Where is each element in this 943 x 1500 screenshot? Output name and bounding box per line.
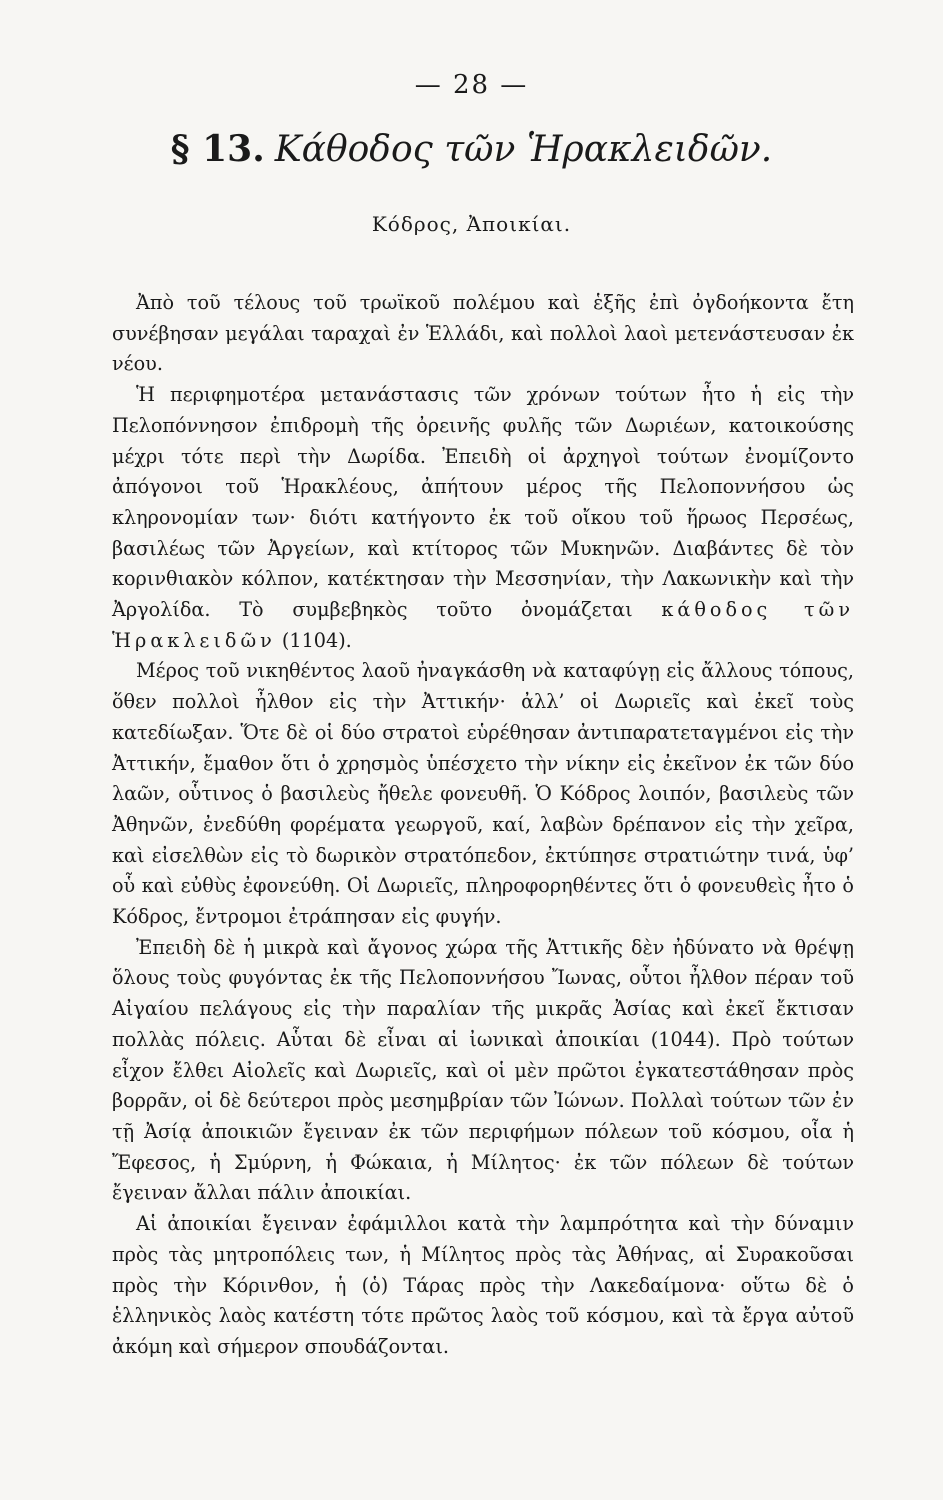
paragraph-2 bbox=[112, 380, 854, 656]
paragraph-2-text: Ἡ περιφημοτέρα μετανάστασις τῶν χρόνων τούτων ἦτο ἡ εἰς τὴν Πελοπόννησον ἐπιδρομὴ τῆς ὀρεινῆς φυλῆς τῶν Δωριέων, κατοικούσης μέχρι τότε περὶ τὴν Δωρίδα. Ἐπειδὴ οἱ ἀρχηγοὶ τούτων ἐνομίζοντο ἀπόγονοι τοῦ Ἡρακλέους, ἀπήτουν μέρος τῆς Πελοποννήσου ὡς κληρονομίαν των· διότι κατήγοντο ἐκ τοῦ οἴκου τοῦ ἥρωος Περσέως, βασιλέως τῶν Ἀργείων, καὶ κτίτορος τῶν Μυκηνῶν. Διαβάντες δὲ τὸν κορινθιακὸν κόλπον, κατέκτησαν τὴν Μεσσηνίαν, τὴν Λακωνικὴν καὶ τὴν Ἀργολίδα. Τὸ συμβεβηκὸς τοῦτο ὀνομάζεται bbox=[112, 383, 854, 622]
paragraph-3: Μέρος τοῦ νικηθέντος λαοῦ ἠναγκάσθη νὰ καταφύγῃ εἰς ἄλλους τόπους, ὅθεν πολλοὶ ἦλθον εἰς τὴν Ἀττικήν· ἀλλ’ οἱ Δωριεῖς καὶ ἐκεῖ τοὺς κατεδίωξαν. Ὅτε δὲ οἱ δύο στρατοὶ εὑρέθησαν ἀντιπαρατεταγμένοι εἰς τὴν Ἀττικήν, ἔμαθον ὅτι ὁ χρησμὸς ὑπέσχετο τὴν νίκην εἰς ἐκεῖνον ἐκ τῶν δύο λαῶν, οὗτινος ὁ βασιλεὺς ἤθελε φονευθῆ. Ὁ Κόδρος λοιπόν, βασιλεὺς τῶν Ἀθηνῶν, ἐνεδύθη φορέματα γεωργοῦ, καί, λαβὼν δρέπανον εἰς τὴν χεῖρα, καὶ εἰσελθὼν εἰς τὸ δωρικὸν στρατόπεδον, ἐκτύπησε στρατιώτην τινά, ὑφ’ οὗ καὶ εὐθὺς ἐφονεύθη. Οἱ Δωριεῖς, πληροφορηθέντες ὅτι ὁ φονευθεὶς ἦτο ὁ Κόδρος, ἔντρομοι ἐτράπησαν εἰς φυγήν. bbox=[112, 659, 854, 929]
paragraph-4: Ἐπειδὴ δὲ ἡ μικρὰ καὶ ἄγονος χώρα τῆς Ἀττικῆς δὲν ἠδύνατο νὰ θρέψῃ ὅλους τοὺς φυγόντας ἐκ τῆς Πελοποννήσου Ἴωνας, οὗτοι ἦλθον πέραν τοῦ Αἰγαίου πελάγους εἰς τὴν παραλίαν τῆς μικρᾶς Ἀσίας καὶ ἐκεῖ ἔκτισαν πολλὰς πόλεις. Αὗται δὲ εἶναι αἱ ἰωνικαὶ ἀποικίαι (1044). Πρὸ τούτων εἶχον ἔλθει Αἰολεῖς καὶ Δωριεῖς, καὶ οἱ μὲν πρῶτοι ἐγκατεστάθησαν πρὸς βορρᾶν, οἱ δὲ δεύτεροι πρὸς μεσημβρίαν τῶν Ἰώνων. Πολλαὶ τούτων τῶν ἐν τῇ Ἀσίᾳ ἀποικιῶν ἔγειναν ἐκ τῶν περιφήμων πόλεων τοῦ κόσμου, οἷα ἡ Ἔφεσος, ἡ Σμύρνη, ἡ Φώκαια, ἡ Μίλητος· ἐκ τῶν πόλεων δὲ τούτων ἔγειναν ἄλλαι πάλιν ἀποικίαι. bbox=[112, 935, 854, 1205]
paragraph-5: Αἱ ἀποικίαι ἔγειναν ἐφάμιλλοι κατὰ τὴν λαμπρότητα καὶ τὴν δύναμιν πρὸς τὰς μητροπόλεις των, ἡ Μίλητος πρὸς τὰς Ἀθήνας, αἱ Συρακοῦσαι πρὸς τὴν Κόρινθον, ἡ (ὁ) Τάρας πρὸς τὴν Λακεδαίμονα· οὕτω δὲ ὁ ἑλληνικὸς λαὸς κατέστη τότε πρῶτος λαὸς τοῦ κόσμου, καὶ τὰ ἔργα αὐτοῦ ἀκόμη καὶ σήμερον σπουδάζονται. bbox=[112, 1212, 854, 1358]
section-subtitle: Κόδρος, Ἀποικίαι. bbox=[371, 212, 572, 236]
page-number: — 28 — bbox=[414, 70, 529, 100]
section-heading bbox=[0, 128, 943, 170]
paragraph-2-date: (1104). bbox=[281, 628, 352, 652]
emphasized-term: κάθοδος τῶν Ἡρακλειδῶν bbox=[112, 598, 854, 652]
section-number: § 13. bbox=[170, 128, 265, 170]
section-title: Κάθοδος τῶν Ἡρακλειδῶν. bbox=[274, 129, 773, 170]
body-text bbox=[112, 288, 854, 1363]
paragraph-1: Ἀπὸ τοῦ τέλους τοῦ τρωϊκοῦ πολέμου καὶ ἑξῆς ἐπὶ ὀγδοήκοντα ἔτη συνέβησαν μεγάλαι ταραχαὶ ἐν Ἑλλάδι, καὶ πολλοὶ λαοὶ μετενάστευσαν ἐκ νέου. bbox=[112, 291, 854, 376]
